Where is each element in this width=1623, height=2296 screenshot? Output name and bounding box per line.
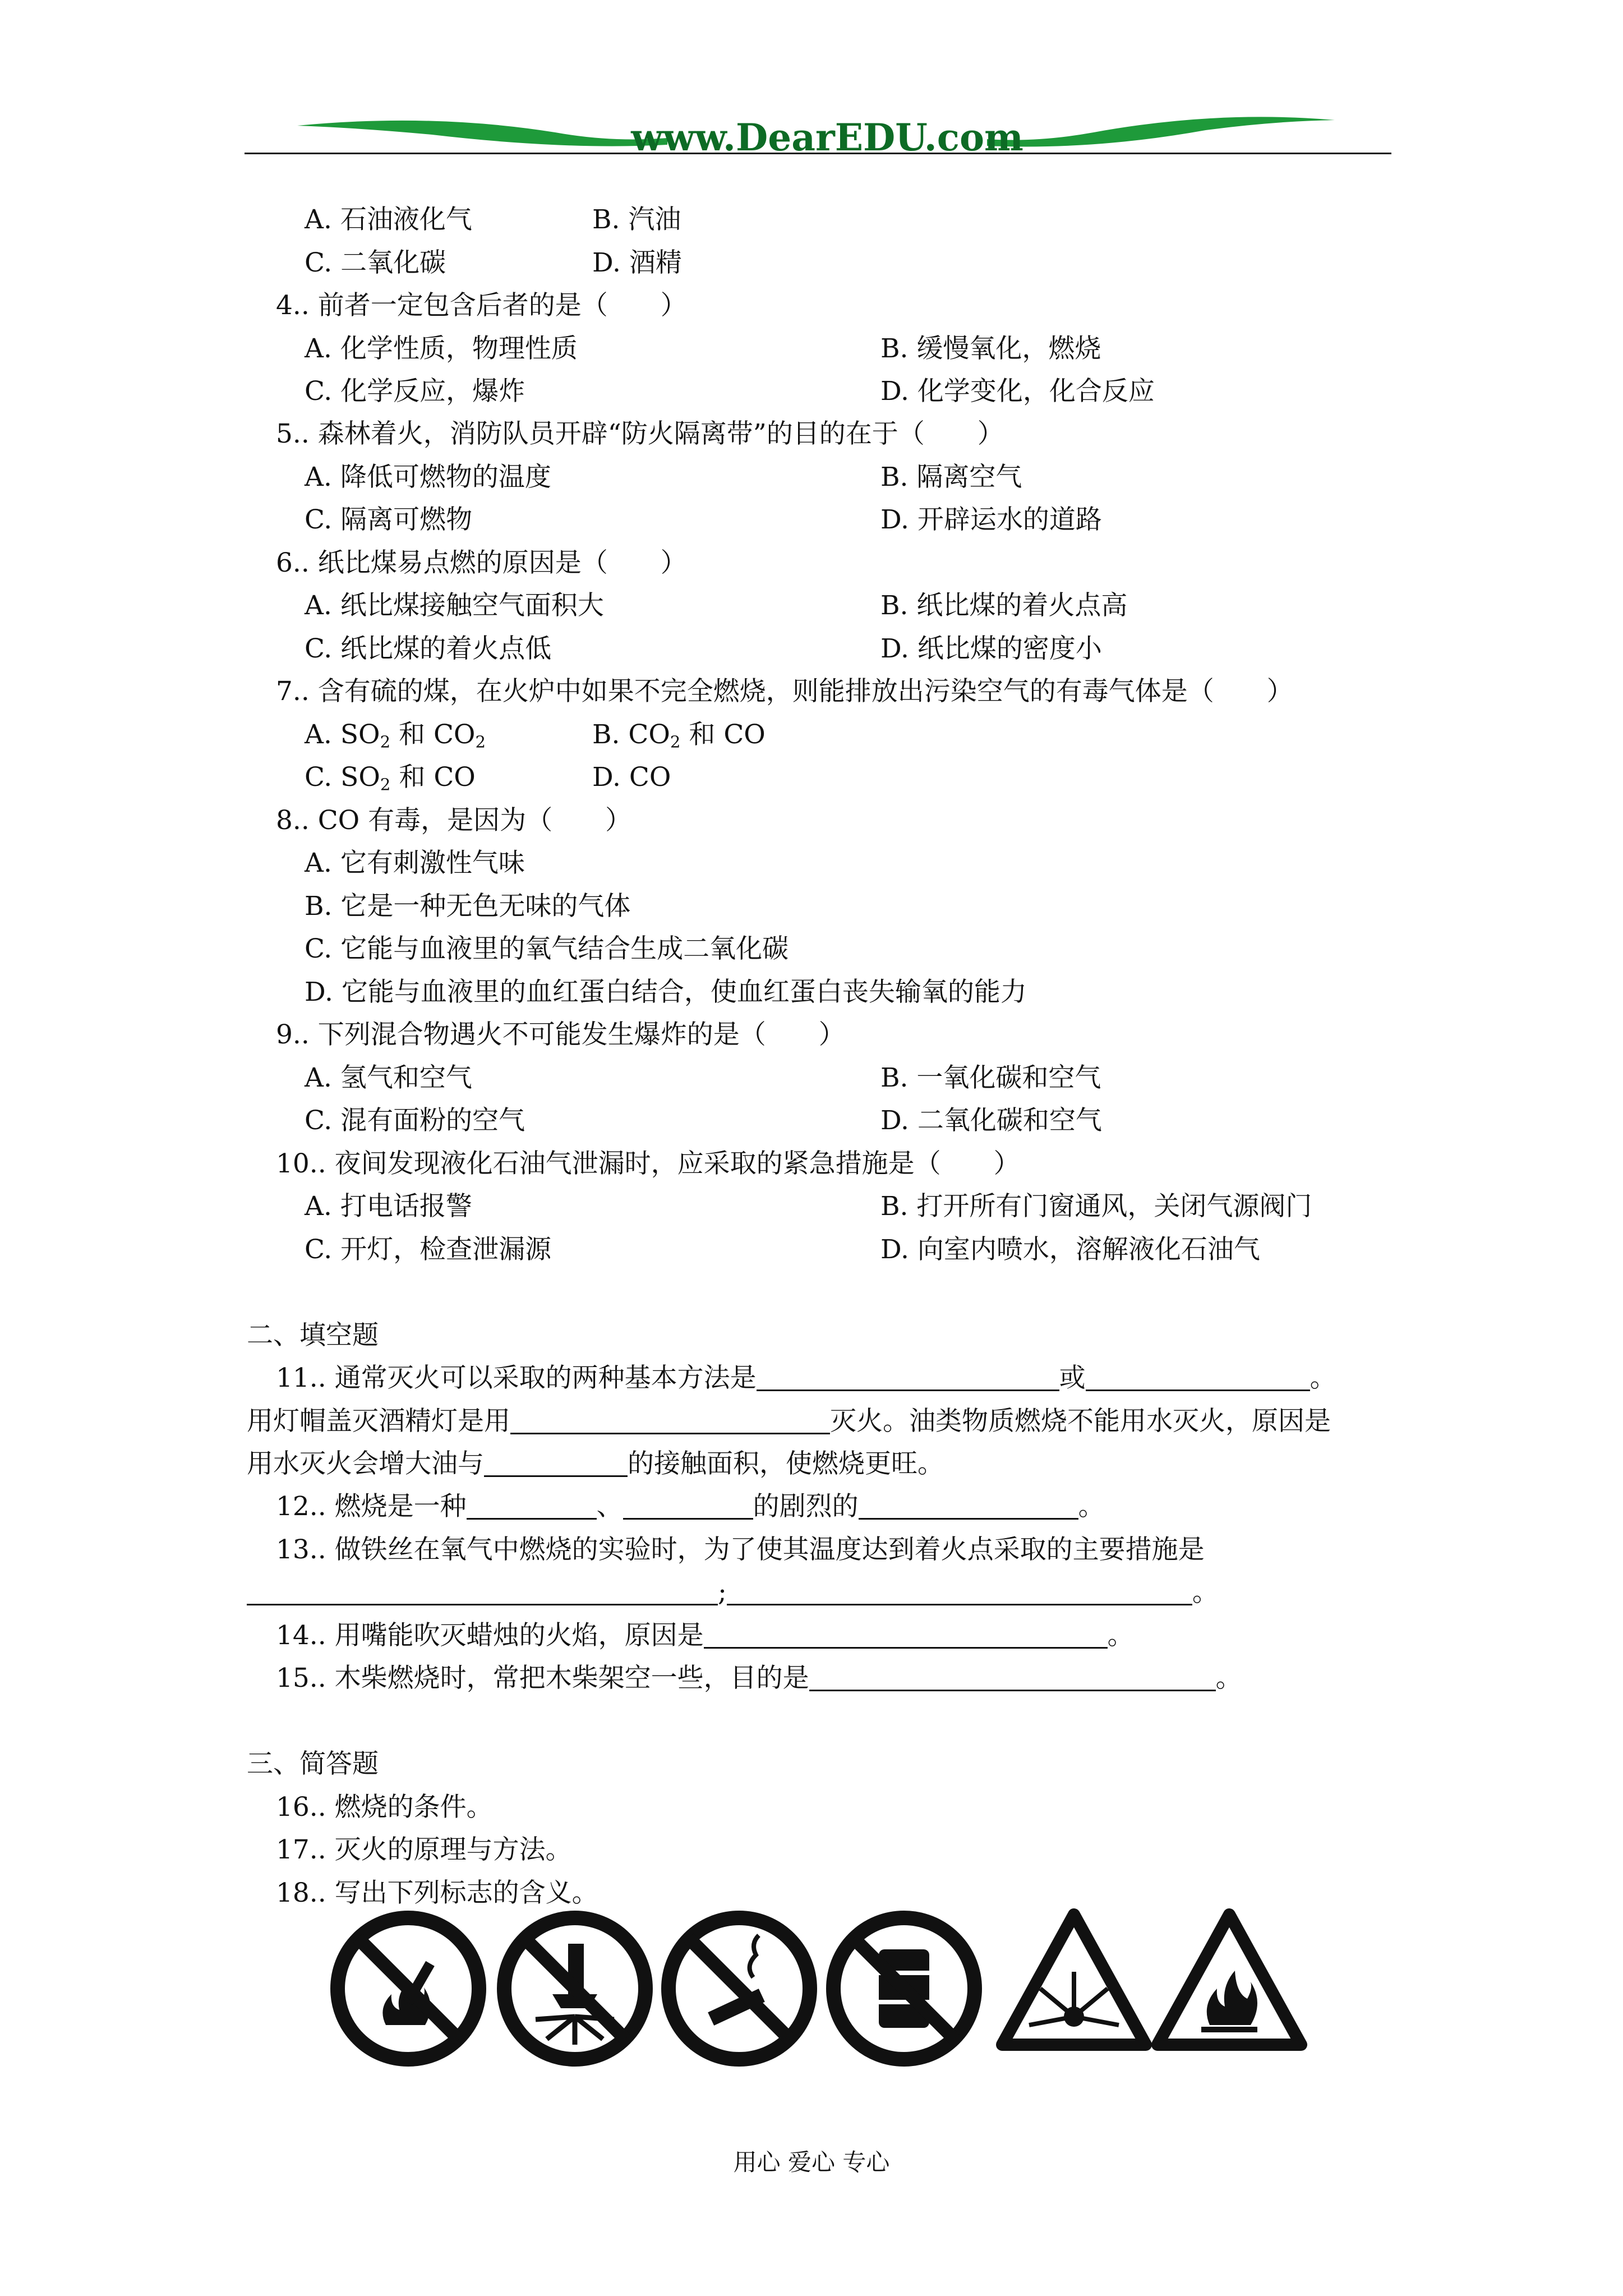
q7-option-c: C. $SO_2$ 和 CO: [305, 762, 476, 794]
blank-11c[interactable]: [510, 1408, 830, 1434]
q4-option-c: C. 化学反应，爆炸: [305, 376, 525, 407]
q3-option-c: C. 二氧化碳: [305, 247, 446, 278]
q9-option-c: C. 混有面粉的空气: [305, 1105, 525, 1136]
question-11-line-1: 11.. 通常灭火可以采取的两种基本方法是 或 。: [276, 1363, 1336, 1393]
q7-option-b: B. $CO_2$ 和 CO: [592, 719, 766, 752]
question-16: 16.. 燃烧的条件。: [276, 1792, 493, 1823]
q5-option-d: D. 开辟运水的道路: [880, 504, 1102, 535]
q3-option-d: D. 酒精: [592, 247, 682, 278]
q9-option-d: D. 二氧化碳和空气: [880, 1105, 1102, 1136]
blank-11d[interactable]: [484, 1451, 628, 1477]
blank-12b[interactable]: [623, 1493, 753, 1520]
q8-option-a: A. 它有刺激性气味: [305, 848, 525, 878]
flammable-warning-sign-icon: [1151, 1904, 1308, 2062]
question-11-line-3: 用水灭火会增大油与 的接触面积，使燃烧更旺。: [247, 1448, 944, 1479]
q5-option-b: B. 隔离空气: [880, 462, 1022, 493]
question-8: 8.. CO 有毒，是因为（ ）: [276, 805, 632, 836]
no-fireworks-sign-icon: [496, 1910, 653, 2067]
question-10: 10.. 夜间发现液化石油气泄漏时，应采取的紧急措施是（ ）: [276, 1148, 1020, 1179]
q10-option-a: A. 打电话报警: [305, 1191, 472, 1222]
no-fire-sign-icon: [330, 1910, 487, 2067]
q6-option-a: A. 纸比煤接触空气面积大: [305, 590, 604, 621]
question-15: 15.. 木柴燃烧时，常把木柴架空一些，目的是 。: [276, 1663, 1242, 1694]
q10-option-c: C. 开灯，检查泄漏源: [305, 1234, 552, 1265]
no-smoking-sign-icon: [661, 1910, 818, 2067]
question-13-line-1: 13.. 做铁丝在氧气中燃烧的实验时，为了使其温度达到着火点采取的主要措施是: [276, 1534, 1205, 1565]
q5-option-a: A. 降低可燃物的温度: [305, 462, 551, 493]
question-9: 9.. 下列混合物遇火不可能发生爆炸的是（ ）: [276, 1019, 845, 1050]
question-14: 14.. 用嘴能吹灭蜡烛的火焰，原因是 。: [276, 1620, 1134, 1651]
blank-11a[interactable]: [757, 1365, 1059, 1391]
question-18: 18.. 写出下列标志的含义。: [276, 1878, 598, 1908]
q3-option-b: B. 汽油: [592, 204, 681, 235]
section-3-heading: 三、简答题: [247, 1749, 379, 1779]
question-7: 7.. 含有硫的煤，在火炉中如果不完全燃烧，则能排放出污染空气的有毒气体是（ ）: [276, 676, 1293, 707]
q5-option-c: C. 隔离可燃物: [305, 504, 473, 535]
q4-option-a: A. 化学性质，物理性质: [305, 333, 578, 364]
question-11-line-2: 用灯帽盖灭酒精灯是用 灭火。油类物质燃烧不能用水灭火，原因是: [247, 1406, 1331, 1437]
q8-option-b: B. 它是一种无色无味的气体: [305, 891, 631, 922]
blank-12a[interactable]: [467, 1493, 597, 1520]
blank-13a[interactable]: [247, 1579, 718, 1605]
question-6: 6.. 纸比煤易点燃的原因是（ ）: [276, 547, 687, 578]
q7-option-d: D. CO: [592, 762, 671, 793]
q6-option-d: D. 纸比煤的密度小: [880, 633, 1102, 664]
q4-option-d: D. 化学变化，化合反应: [880, 376, 1155, 407]
site-name: www.DearEDU.com: [631, 116, 1023, 159]
blank-15[interactable]: [809, 1665, 1216, 1691]
blank-12c[interactable]: [859, 1493, 1078, 1520]
question-13-line-2: ; 。: [247, 1579, 1219, 1605]
q10-option-d: D. 向室内喷水，溶解液化石油气: [880, 1234, 1260, 1265]
q3-option-a: A. 石油液化气: [305, 204, 472, 235]
header-rule: [245, 153, 1391, 154]
no-flammable-storage-sign-icon: [826, 1910, 983, 2067]
blank-11b[interactable]: [1086, 1365, 1310, 1391]
footer-motto: 用心 爱心 专心: [733, 2148, 890, 2176]
blank-13b[interactable]: [727, 1579, 1192, 1605]
section-2-heading: 二、填空题: [247, 1320, 379, 1351]
q8-option-c: C. 它能与血液里的氧气结合生成二氧化碳: [305, 933, 789, 964]
q8-option-d: D. 它能与血液里的血红蛋白结合，使血红蛋白丧失输氧的能力: [305, 977, 1027, 1007]
q9-option-a: A. 氢气和空气: [305, 1062, 472, 1093]
explosive-warning-sign-icon: [995, 1904, 1152, 2062]
question-17: 17.. 灭火的原理与方法。: [276, 1834, 572, 1865]
blank-14[interactable]: [704, 1622, 1108, 1649]
q7-option-a: A. $SO_2$ 和 $CO_2$: [305, 719, 486, 752]
q6-option-b: B. 纸比煤的着火点高: [880, 590, 1128, 621]
q6-option-c: C. 纸比煤的着火点低: [305, 633, 552, 664]
question-5: 5.. 森林着火，消防队员开辟“防火隔离带”的目的在于（ ）: [276, 418, 1004, 449]
q9-option-b: B. 一氧化碳和空气: [880, 1062, 1101, 1093]
q4-option-b: B. 缓慢氧化，燃烧: [880, 333, 1101, 364]
q10-option-b: B. 打开所有门窗通风，关闭气源阀门: [880, 1191, 1312, 1222]
question-4: 4.. 前者一定包含后者的是（ ）: [276, 290, 687, 321]
question-12: 12.. 燃烧是一种 、 的剧烈的 。: [276, 1491, 1105, 1522]
